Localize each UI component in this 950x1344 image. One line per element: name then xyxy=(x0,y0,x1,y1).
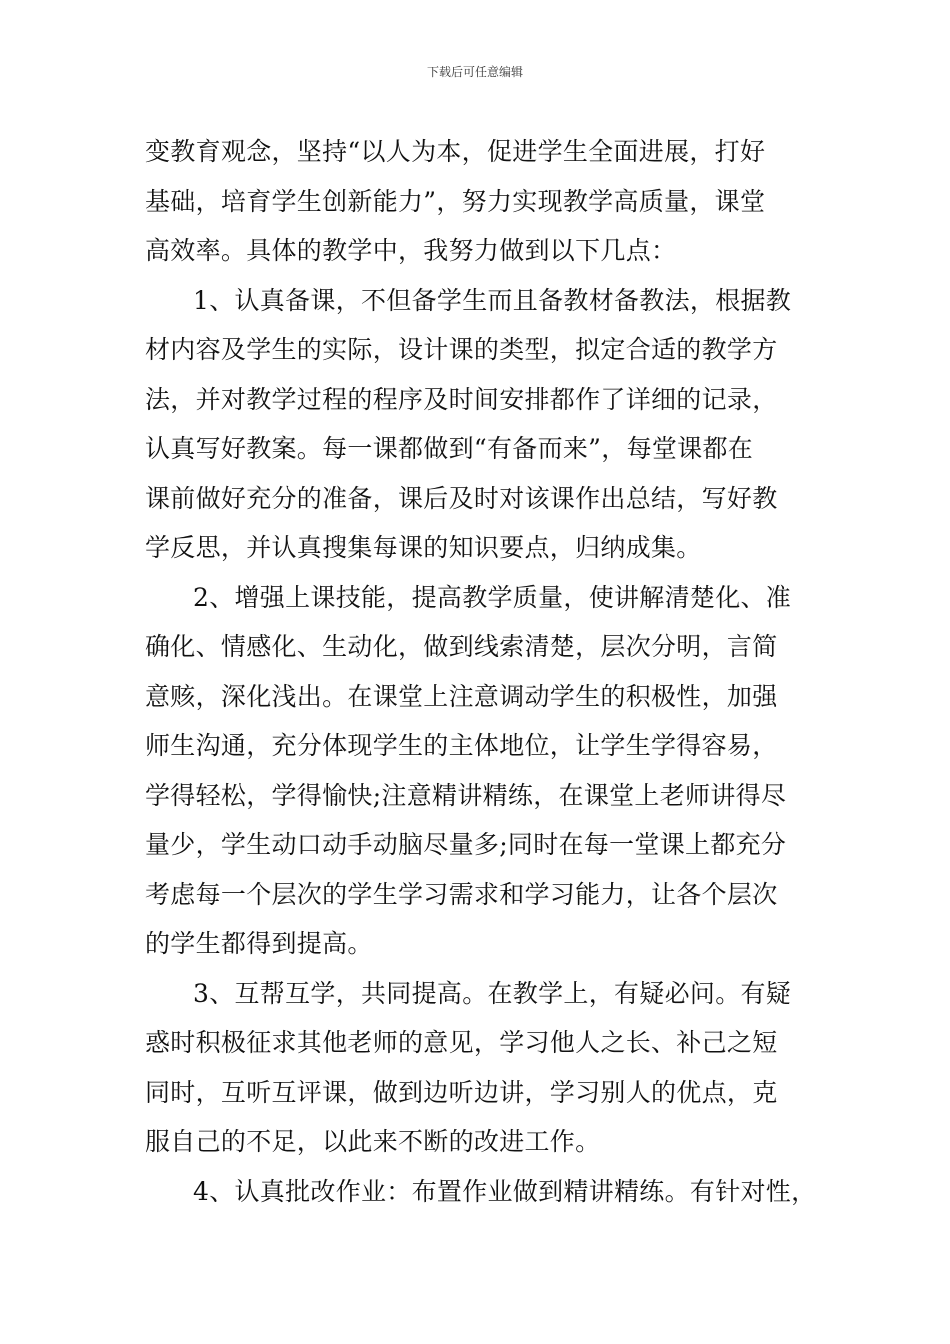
text-line: 惑时积极征求其他老师的意见，学习他人之长、补己之短 xyxy=(145,1028,778,1057)
page-header-note: 下载后可任意编辑 xyxy=(426,65,523,79)
text-line: 量少，学生动口动手动脑尽量多;同时在每一堂课上都充分 xyxy=(145,830,787,859)
text-line: 确化、情感化、生动化，做到线索清楚，层次分明，言简 xyxy=(145,632,778,661)
paragraph-2-start: 2、增强上课技能，提高教学质量，使讲解清楚化、准 xyxy=(193,582,792,612)
text-line: 学反思，并认真搜集每课的知识要点，归纳成集。 xyxy=(145,533,702,562)
text-line: 认真写好教案。每一课都做到“有备而来”，每堂课都在 xyxy=(145,434,754,463)
text-line: 变教育观念，坚持“以人为本，促进学生全面进展，打好 xyxy=(145,137,766,166)
text-line: 师生沟通，充分体现学生的主体地位，让学生学得容易， xyxy=(145,731,778,760)
text-line: 服自己的不足，以此来不断的改进工作。 xyxy=(145,1127,601,1156)
document-body xyxy=(145,127,825,1216)
text-line: 考虑每一个层次的学生学习需求和学习能力，让各个层次 xyxy=(145,879,778,909)
paragraph-4-start: 4、认真批改作业：布置作业做到精讲精练。有针对性， xyxy=(193,1176,817,1206)
text-line: 材内容及学生的实际，设计课的类型，拟定合适的教学方 xyxy=(145,335,778,364)
text-line: 同时，互听互评课，做到边听边讲，学习别人的优点，克 xyxy=(145,1077,778,1107)
text-line: 课前做好充分的准备，课后及时对该课作出总结，写好教 xyxy=(145,483,778,513)
text-line: 的学生都得到提高。 xyxy=(145,929,373,958)
text-line: 高效率。具体的教学中，我努力做到以下几点： xyxy=(145,236,677,265)
text-line: 法，并对教学过程的程序及时间安排都作了详细的记录， xyxy=(145,384,778,414)
text-line: 基础，培育学生创新能力”，努力实现教学高质量，课堂 xyxy=(145,186,766,216)
paragraph-3-start: 3、互帮互学，共同提高。在教学上，有疑必问。有疑 xyxy=(193,978,792,1008)
paragraph-1-start: 1、认真备课，不但备学生而且备教材备教法，根据教 xyxy=(193,285,792,315)
text-line: 学得轻松，学得愉快;注意精讲精练，在课堂上老师讲得尽 xyxy=(145,780,787,810)
text-line: 意赅，深化浅出。在课堂上注意调动学生的积极性，加强 xyxy=(145,681,778,711)
